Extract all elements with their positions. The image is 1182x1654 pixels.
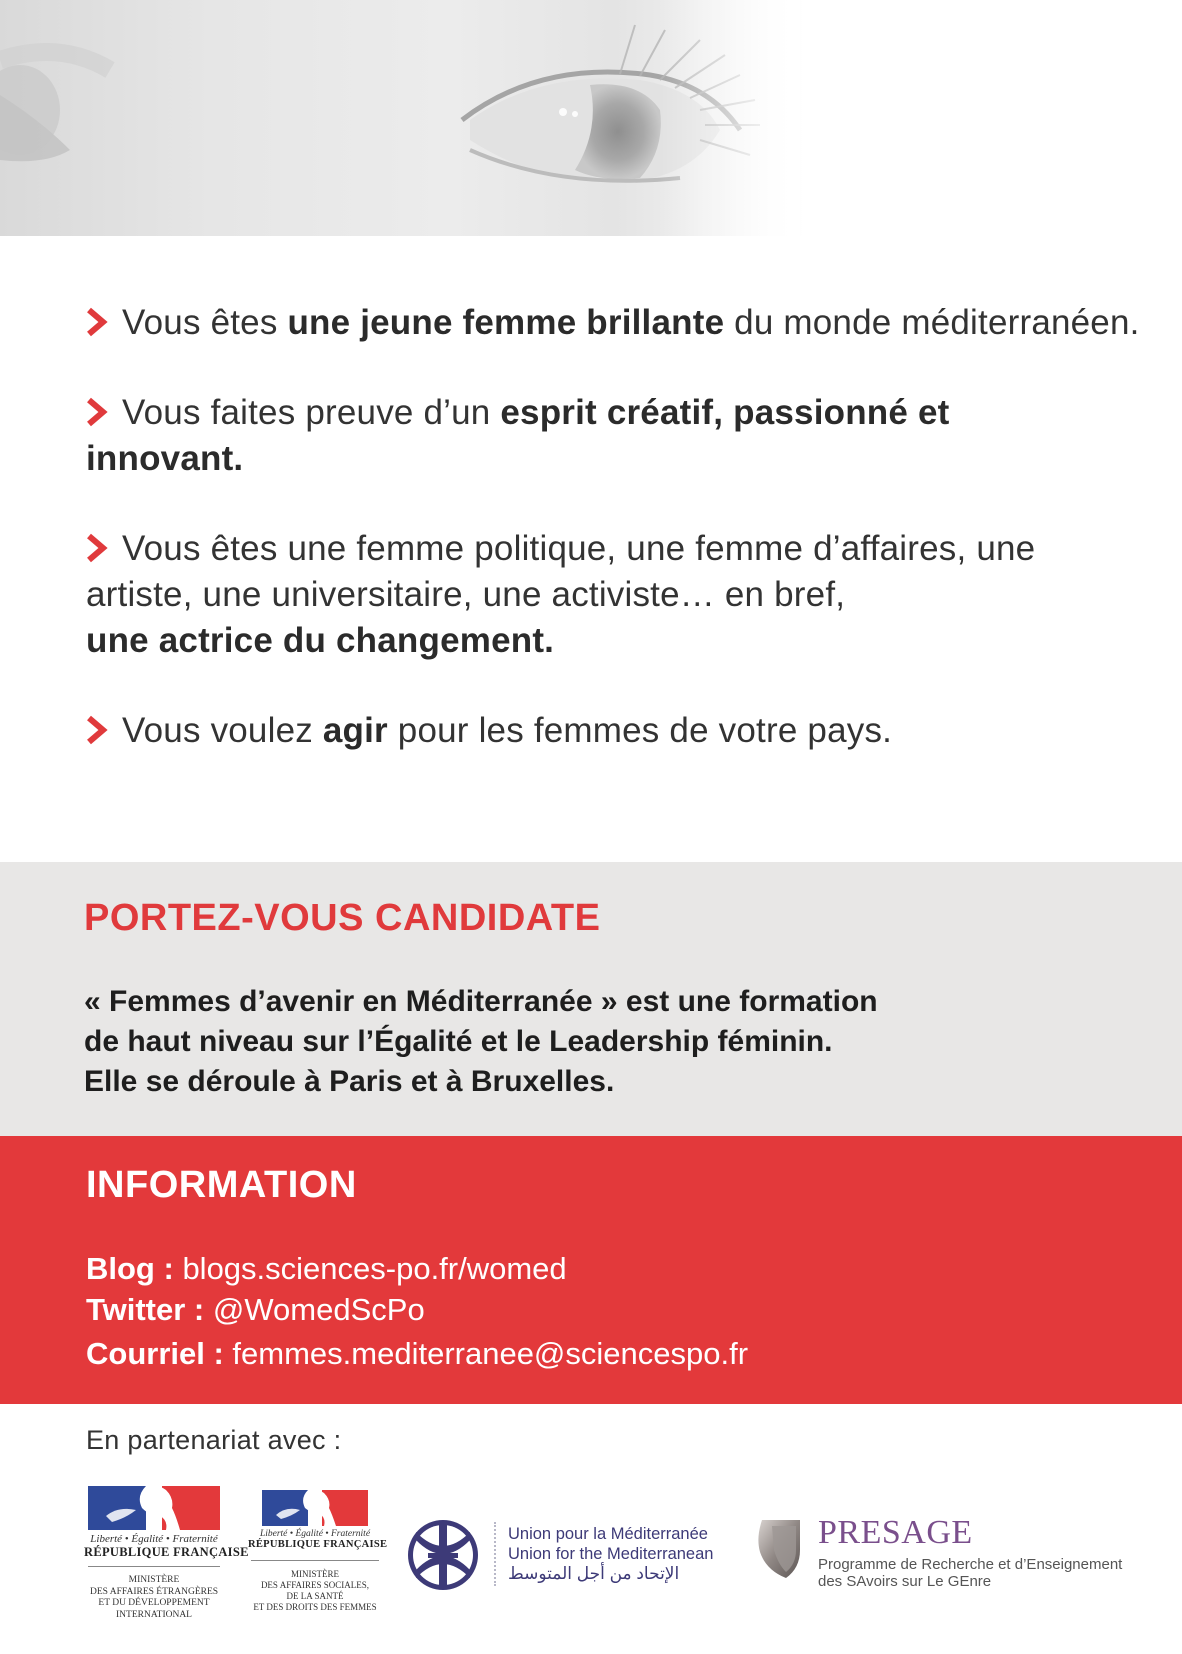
ministry-line: INTERNATIONAL — [116, 1609, 192, 1620]
bullet-text: Vous voulez — [122, 711, 323, 750]
bullet-bold-text: agir — [322, 711, 388, 750]
bullet-text: du monde méditerranéen. — [724, 303, 1140, 342]
ufm-name-ar: الإتحاد من أجل المتوسط — [508, 1564, 680, 1583]
ministry-line: ET DU DÉVELOPPEMENT — [98, 1598, 210, 1608]
chevron-right-icon — [86, 397, 108, 427]
apply-line: « Femmes d’avenir en Méditerranée » est une formation — [84, 985, 878, 1018]
presage-subtitle-line: Programme de Recherche et d’Enseignement — [818, 1556, 1123, 1573]
republic-motto: Liberté • Égalité • Fraternité — [259, 1529, 371, 1539]
bullet-item — [86, 300, 1146, 346]
ministry-line: DES AFFAIRES SOCIALES, — [260, 1580, 370, 1590]
ministry-line: ET DES DROITS DES FEMMES — [253, 1602, 377, 1612]
republic-name: RÉPUBLIQUE FRANÇAISE — [248, 1539, 388, 1550]
contact-row-twitter — [86, 1289, 748, 1330]
apply-line: de haut niveau sur l’Égalité et le Leadership féminin. — [84, 1025, 833, 1058]
bullet-text: pour les femmes de votre pays. — [387, 711, 893, 750]
bullet-text: Vous faites preuve d’un — [122, 393, 501, 432]
contact-list — [86, 1248, 748, 1374]
bullet-text: Vous êtes — [122, 303, 288, 342]
chevron-right-icon — [86, 533, 108, 563]
chevron-right-icon — [86, 715, 108, 745]
presage-name: PRESAGE — [818, 1514, 973, 1551]
ministry-line: MINISTÈRE — [128, 1575, 180, 1585]
eyes-photo-illustration — [0, 0, 1182, 236]
email-link[interactable]: femmes.mediterranee@sciencespo.fr — [232, 1336, 749, 1371]
logo-ministere-affaires-sociales — [248, 1490, 388, 1613]
contact-label: Twitter : — [86, 1292, 205, 1327]
bullet-item — [86, 708, 1146, 754]
ministry-line: DE LA SANTÉ — [286, 1591, 344, 1601]
apply-description — [84, 982, 878, 1102]
apply-title: PORTEZ-VOUS CANDIDATE — [84, 897, 601, 939]
republic-name: RÉPUBLIQUE FRANÇAISE — [84, 1545, 249, 1559]
bullet-text: Vous êtes une femme politique, une femme d’affaires, une artiste, une universitaire, une activiste… en bref, — [86, 529, 1036, 614]
marianne-flag-icon — [88, 1486, 220, 1530]
ufm-divider — [494, 1522, 496, 1586]
bullet-bold-text: une jeune femme brillante — [287, 303, 725, 342]
marianne-flag-icon — [262, 1490, 368, 1526]
ufm-emblem-icon — [406, 1518, 480, 1592]
presage-shield-icon — [756, 1516, 804, 1580]
twitter-link[interactable]: @WomedScPo — [212, 1292, 425, 1327]
information-section — [0, 1136, 1182, 1404]
partners-label: En partenariat avec : — [86, 1425, 342, 1455]
apply-section — [0, 862, 1182, 1136]
bullet-bold-text: une actrice du changement. — [86, 621, 555, 660]
ufm-name-en: Union for the Mediterranean — [508, 1545, 714, 1563]
ufm-names — [508, 1524, 713, 1584]
information-title: INFORMATION — [86, 1164, 357, 1206]
apply-line: Elle se déroule à Paris et à Bruxelles. — [84, 1065, 615, 1098]
contact-label: Courriel : — [86, 1336, 224, 1371]
chevron-right-icon — [86, 307, 108, 337]
hero-photo — [0, 0, 1182, 236]
logo-divider — [251, 1560, 379, 1561]
logo-divider — [88, 1566, 220, 1567]
bullet-item — [86, 390, 986, 482]
republic-motto: Liberté • Égalité • Fraternité — [90, 1533, 218, 1545]
ministry-line: DES AFFAIRES ÉTRANGÈRES — [89, 1586, 219, 1597]
blog-link[interactable]: blogs.sciences-po.fr/womed — [182, 1251, 567, 1286]
ufm-name-fr: Union pour la Méditerranée — [508, 1525, 708, 1543]
bullet-item — [86, 526, 1086, 664]
contact-label: Blog : — [86, 1251, 174, 1286]
contact-row-blog — [86, 1248, 748, 1289]
bullet-bold-text: esprit créatif, passionné et innovant. — [86, 393, 950, 478]
presage-subtitle-line: des SAvoirs sur Le GEnre — [818, 1573, 992, 1590]
logo-ministere-affaires-etrangeres — [84, 1486, 249, 1621]
profile-bullet-list — [86, 300, 1146, 798]
contact-row-email — [86, 1333, 748, 1374]
presage-subtitle — [818, 1556, 1122, 1590]
ministry-line: MINISTÈRE — [291, 1569, 339, 1579]
